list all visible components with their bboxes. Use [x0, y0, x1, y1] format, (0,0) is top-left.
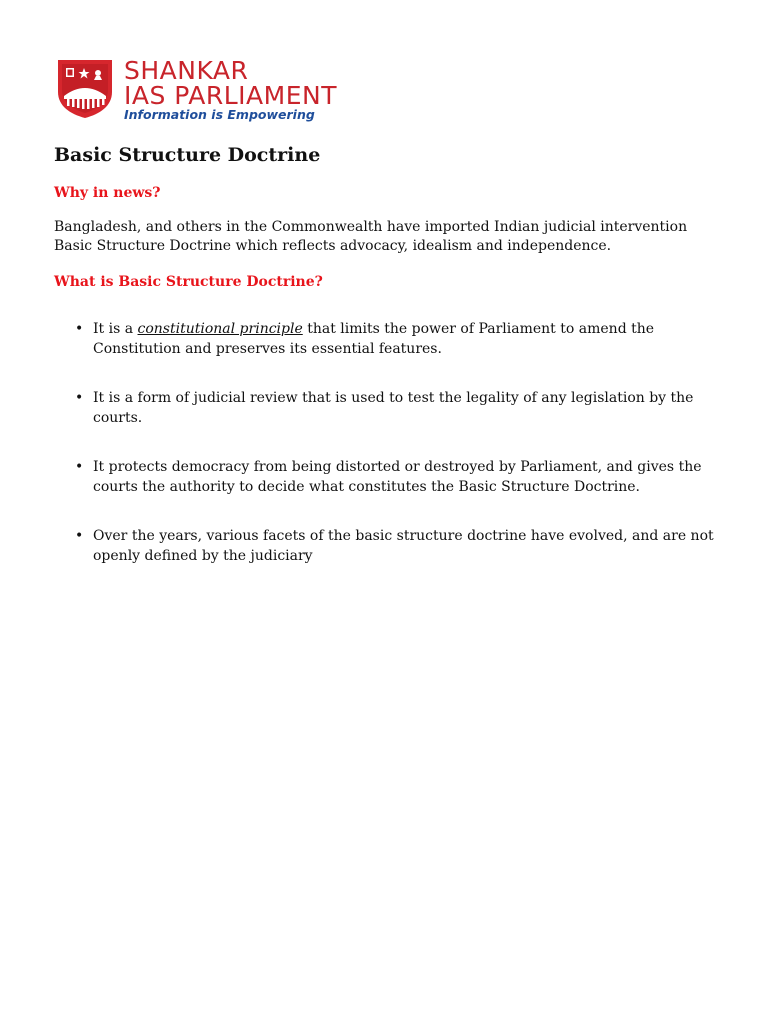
list-item-text: [93, 458, 733, 497]
bullet-icon: •: [75, 321, 84, 337]
news-paragraph: [54, 218, 724, 256]
constitutional-principle-link[interactable]: constitutional principle: [137, 321, 303, 337]
paragraph-line: Bangladesh, and others in the Commonwealth have imported Indian judicial intervention: [54, 219, 688, 235]
bullet-icon: •: [75, 390, 84, 406]
bullet-icon: •: [75, 459, 84, 475]
list-item-line: Constitution and preserves its essential features.: [93, 340, 442, 357]
list-item-line: courts.: [93, 409, 143, 426]
list-item-line: Over the years, various facets of the basic structure doctrine have evolved, and are not: [93, 528, 714, 544]
logo-tagline: Information is Empowering: [124, 107, 315, 122]
list-item-text: [93, 320, 733, 359]
list-item-text: [93, 527, 733, 566]
logo-text-shankar: SHANKAR: [124, 56, 249, 85]
logo-text-ias-parliament: IAS PARLIAMENT: [124, 81, 337, 110]
page-title: Basic Structure Doctrine: [54, 144, 321, 166]
parliament-emblem-icon: [54, 56, 116, 120]
list-item-line: It protects democracy from being distorted or destroyed by Parliament, and gives the: [93, 459, 702, 475]
brand-logo: [54, 56, 394, 126]
list-item-line: It is a form of judicial review that is used to test the legality of any legislation by the: [93, 390, 694, 406]
list-item-line: courts the authority to decide what constitutes the Basic Structure Doctrine.: [93, 478, 641, 495]
list-item-prefix: It is a: [93, 321, 138, 337]
list-item-text: [93, 389, 733, 428]
list-item-line: openly defined by the judiciary: [93, 547, 313, 564]
section-heading-why-in-news: Why in news?: [54, 185, 161, 201]
section-heading-what-is-doctrine: What is Basic Structure Doctrine?: [54, 274, 323, 290]
list-item-line: [93, 320, 733, 340]
list-item-rest: that limits the power of Parliament to amend the: [302, 321, 655, 337]
paragraph-line: Basic Structure Doctrine which reflects advocacy, idealism and independence.: [54, 238, 612, 254]
bullet-icon: •: [75, 528, 84, 544]
